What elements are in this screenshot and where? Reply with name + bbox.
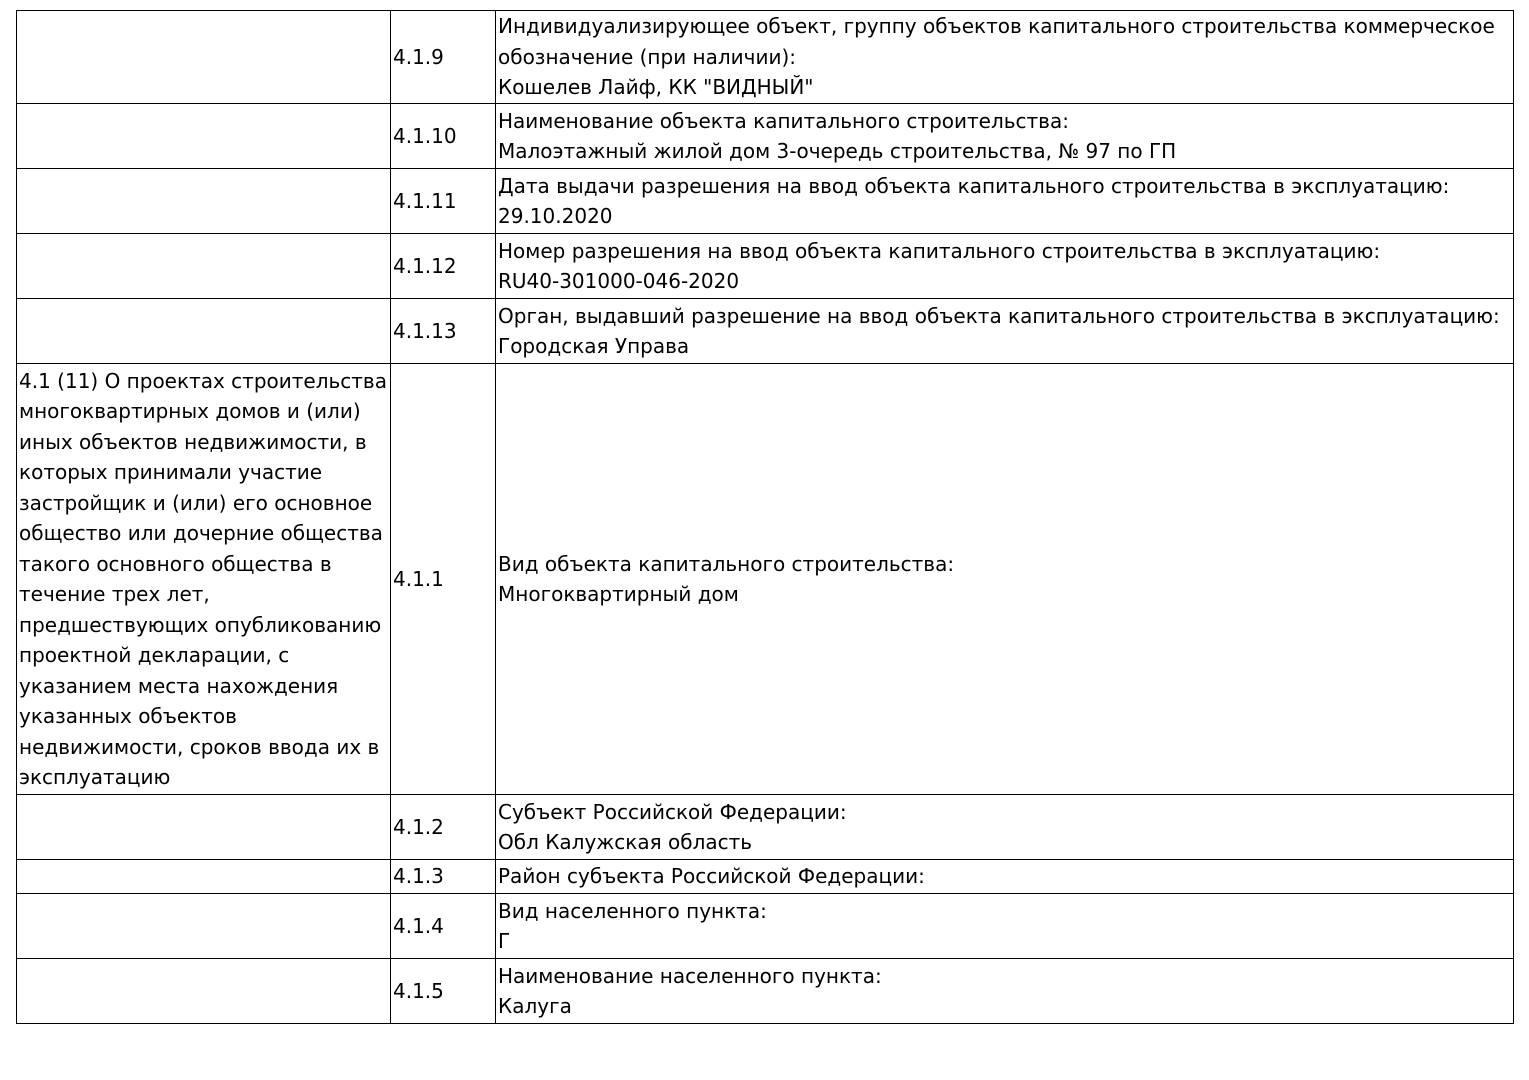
item-label: Район субъекта Российской Федерации:	[498, 864, 925, 889]
table-row	[17, 11, 1514, 104]
section-cell	[17, 795, 391, 860]
section-cell	[17, 959, 391, 1024]
table-row	[17, 959, 1514, 1024]
item-code: 4.1.10	[391, 104, 496, 169]
item-label: Орган, выдавший разрешение на ввод объекта капитального строительства в эксплуатацию:	[498, 303, 1500, 328]
item-code: 4.1.2	[391, 795, 496, 860]
item-label: Вид объекта капитального строительства:	[498, 551, 955, 576]
table-row	[17, 894, 1514, 959]
section-cell	[17, 894, 391, 959]
section-cell	[17, 169, 391, 234]
item-value: Городская Управа	[498, 334, 690, 358]
item-code: 4.1.3	[391, 860, 496, 894]
item-code: 4.1.11	[391, 169, 496, 234]
item-content	[496, 299, 1514, 364]
item-content	[496, 860, 1514, 894]
item-label: Дата выдачи разрешения на ввод объекта капитального строительства в эксплуатацию:	[498, 173, 1450, 198]
item-content	[496, 795, 1514, 860]
table-row	[17, 234, 1514, 299]
declaration-table	[16, 10, 1514, 1024]
item-value: Малоэтажный жилой дом 3-очередь строительства, № 97 по ГП	[498, 139, 1177, 163]
item-value: RU40-301000-046-2020	[498, 269, 740, 293]
item-content	[496, 894, 1514, 959]
item-content	[496, 169, 1514, 234]
table-row	[17, 795, 1514, 860]
item-code: 4.1.4	[391, 894, 496, 959]
section-cell	[17, 860, 391, 894]
table-row	[17, 104, 1514, 169]
item-value: Обл Калужская область	[498, 830, 753, 854]
table-row	[17, 364, 1514, 795]
item-content	[496, 104, 1514, 169]
item-content	[496, 11, 1514, 104]
item-code: 4.1.13	[391, 299, 496, 364]
section-cell: 4.1 (11) О проектах строительства многоквартирных домов и (или) иных объектов недвижимости, в которых принимали участие застройщик и (или) его основное общество или дочерние общества такого основного общества в течение трех лет, предшествующих опубликованию проектной декларации, с указанием места нахождения указанных объектов недвижимости, сроков ввода их в эксплуатацию	[17, 364, 391, 795]
item-value: Кошелев Лайф, КК "ВИДНЫЙ"	[498, 75, 814, 100]
item-label: Индивидуализирующее объект, группу объектов капитального строительства коммерческое	[498, 14, 1495, 39]
item-label: Субъект Российской Федерации:	[498, 799, 847, 824]
section-cell	[17, 299, 391, 364]
section-cell	[17, 104, 391, 169]
item-value: 29.10.2020	[498, 204, 613, 228]
item-content	[496, 364, 1514, 795]
item-label: Вид населенного пункта:	[498, 898, 767, 923]
item-content	[496, 959, 1514, 1024]
table-row	[17, 169, 1514, 234]
item-label: Наименование населенного пункта:	[498, 963, 882, 988]
item-code: 4.1.1	[391, 364, 496, 795]
item-label: обозначение (при наличии):	[498, 44, 797, 69]
item-code: 4.1.5	[391, 959, 496, 1024]
item-label: Номер разрешения на ввод объекта капитального строительства в эксплуатацию:	[498, 238, 1381, 263]
table-row	[17, 860, 1514, 894]
item-code: 4.1.12	[391, 234, 496, 299]
item-value: Г	[498, 929, 511, 953]
item-value: Многоквартирный дом	[498, 582, 739, 606]
section-cell	[17, 11, 391, 104]
item-content	[496, 234, 1514, 299]
section-cell	[17, 234, 391, 299]
item-label: Наименование объекта капитального строительства:	[498, 108, 1069, 133]
table-row	[17, 299, 1514, 364]
item-code: 4.1.9	[391, 11, 496, 104]
item-value: Калуга	[498, 994, 572, 1018]
